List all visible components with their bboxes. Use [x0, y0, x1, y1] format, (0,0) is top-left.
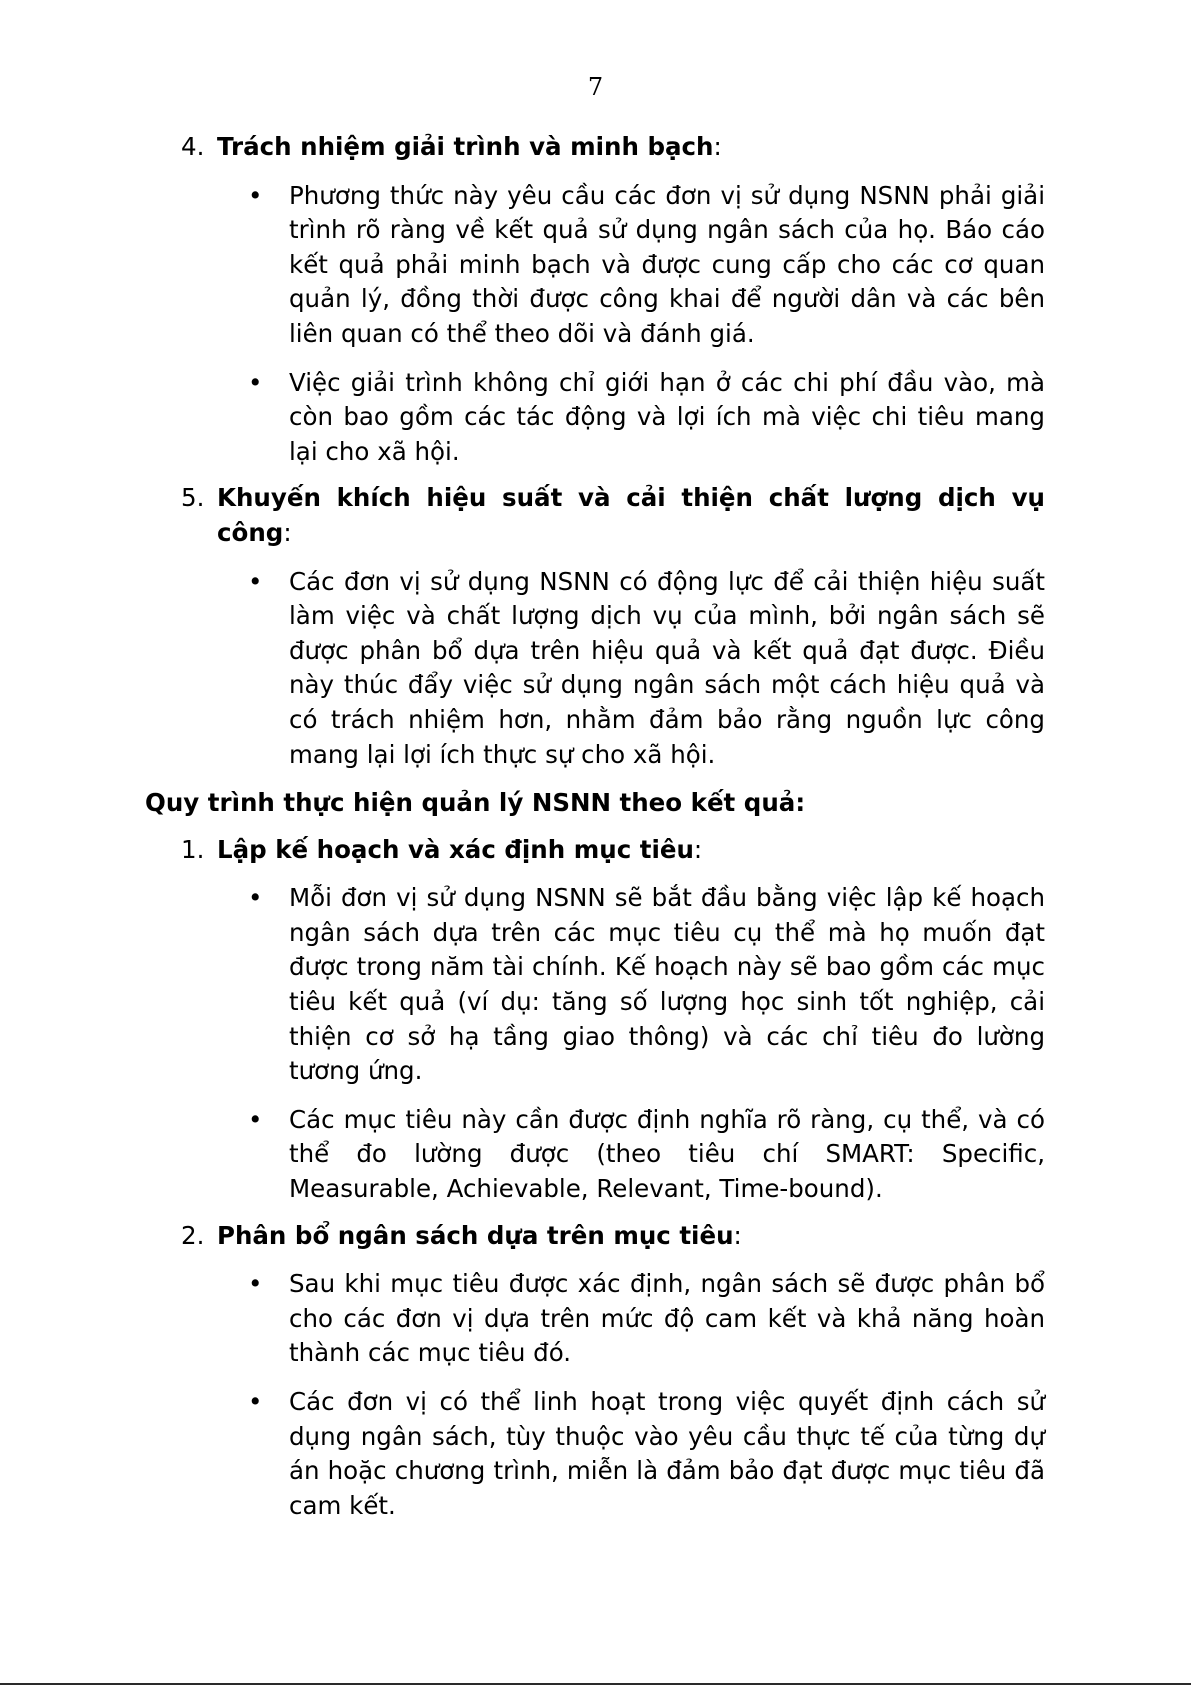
bullet-text: Việc giải trình không chỉ giới hạn ở các chi phí đầu vào, mà còn bao gồm các tác động và lợi ích mà việc chi tiêu mang lại cho xã hội.	[289, 367, 1045, 466]
bullet-icon: •	[248, 1387, 263, 1416]
item-title-suffix: :	[713, 132, 722, 161]
bullet-item	[145, 179, 1045, 352]
bullet-text: Các đơn vị có thể linh hoạt trong việc quyết định cách sử dụng ngân sách, tùy thuộc vào yêu cầu thực tế của từng dự án hoặc chương trình, miễn là đảm bảo đạt được mục tiêu đã cam kết.	[289, 1387, 1045, 1520]
bullet-text: Các đơn vị sử dụng NSNN có động lực để cải thiện hiệu suất làm việc và chất lượng dịch vụ của mình, bởi ngân sách sẽ được phân bổ dựa trên hiệu quả và kết quả đạt được. Điều này thúc đẩy việc sử dụng ngân sách một cách hiệu quả và có trách nhiệm hơn, nhằm đảm bảo rằng nguồn lực công mang lại lợi ích thực sự cho xã hội.	[289, 566, 1045, 769]
list-number: 5.	[181, 483, 205, 513]
bullet-icon: •	[248, 180, 263, 210]
bullet-item	[145, 1103, 1045, 1207]
bullet-text: Các mục tiêu này cần được định nghĩa rõ ràng, cụ thể, và có thể đo lường được (theo tiêu chí SMART: Specific, Measurable, Achievable, Relevant, Time-bound).	[289, 1104, 1045, 1204]
bullet-icon: •	[248, 883, 263, 913]
list-item-heading	[145, 481, 1045, 550]
list-item-heading	[145, 833, 1045, 868]
bullet-text: Phương thức này yêu cầu các đơn vị sử dụng NSNN phải giải trình rõ ràng về kết quả sử dụng ngân sách của họ. Báo cáo kết quả phải minh bạch và được cung cấp cho các cơ quan quản lý, đồng thời được công khai để người dân và các bên liên quan có thể theo dõi và đánh giá.	[289, 180, 1045, 348]
item-title: Phân bổ ngân sách dựa trên mục tiêu	[217, 1220, 734, 1250]
bullet-item	[145, 565, 1045, 773]
bullet-item	[145, 1385, 1045, 1523]
bullet-item	[145, 1267, 1045, 1371]
bullet-text: Sau khi mục tiêu được xác định, ngân sách sẽ được phân bổ cho các đơn vị dựa trên mức độ cam kết và khả năng hoàn thành các mục tiêu đó.	[289, 1269, 1045, 1368]
document-body	[145, 130, 1045, 1523]
bullet-item	[145, 366, 1045, 470]
list-item-heading	[145, 130, 1045, 165]
item-title: Khuyến khích hiệu suất và cải thiện chất lượng dịch vụ công	[217, 483, 1045, 547]
bullet-icon: •	[248, 1269, 263, 1299]
item-title: Lập kế hoạch và xác định mục tiêu	[217, 834, 694, 864]
item-title: Trách nhiệm giải trình và minh bạch	[217, 132, 714, 161]
item-title-suffix: :	[693, 834, 703, 864]
bullet-text: Mỗi đơn vị sử dụng NSNN sẽ bắt đầu bằng việc lập kế hoạch ngân sách dựa trên các mục tiêu cụ thể mà họ muốn đạt được trong năm tài chính. Kế hoạch này sẽ bao gồm các mục tiêu kết quả (ví dụ: tăng số lượng học sinh tốt nghiệp, cải thiện cơ sở hạ tầng giao thông) và các chỉ tiêu đo lường tương ứng.	[289, 883, 1045, 1086]
bullet-icon: •	[248, 1104, 263, 1134]
list-number: 2.	[181, 1220, 205, 1250]
list-number: 1.	[181, 834, 205, 864]
list-item-heading	[145, 1219, 1045, 1254]
bullet-item	[145, 881, 1045, 1089]
section-heading: Quy trình thực hiện quản lý NSNN theo kết quả:	[145, 788, 806, 818]
item-title-suffix: :	[283, 517, 292, 547]
bullet-icon: •	[248, 367, 263, 397]
page-number: 7	[587, 73, 604, 101]
item-title-suffix: :	[733, 1220, 742, 1250]
list-number: 4.	[181, 132, 205, 161]
bullet-icon: •	[248, 566, 263, 596]
